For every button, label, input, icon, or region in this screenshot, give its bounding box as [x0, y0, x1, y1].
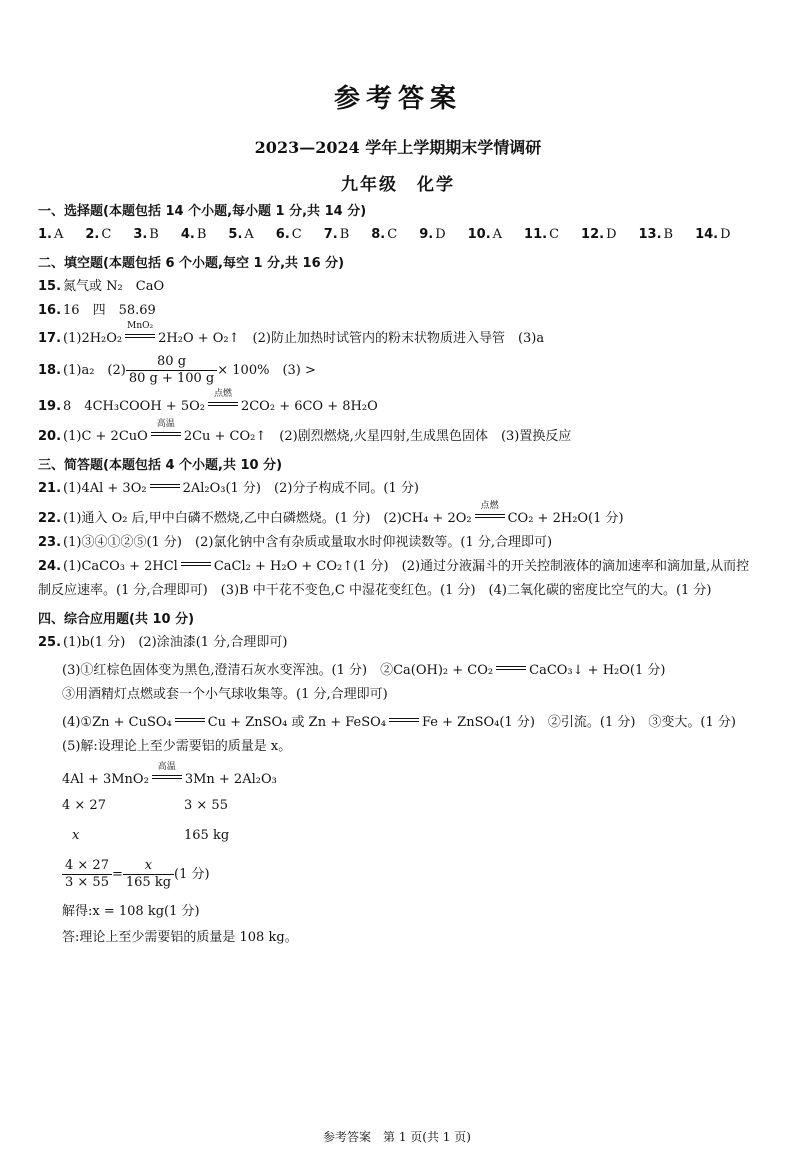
- choice-answer: 11. C: [524, 227, 560, 242]
- reaction-equals-sign: [389, 718, 419, 726]
- question-25-line-5: (5)解:设理论上至少需要铝的质量是 x。: [62, 739, 292, 754]
- choice-answer: 14. D: [695, 227, 731, 242]
- reaction-equals-sign: 高温: [151, 432, 181, 440]
- choice-answer: 12. D: [581, 227, 617, 242]
- question-25-line-4: (4)①Zn + CuSO₄ Cu + ZnSO₄ 或 Zn + FeSO₄ Fe + ZnSO₄(1 分) ②引流。(1 分) ③变大。(1 分): [62, 715, 736, 730]
- section-heading-fill: 二、填空题(本题包括 6 个小题,每空 1 分,共 16 分): [38, 256, 345, 271]
- reaction-equals-sign: [175, 718, 205, 726]
- reaction-equals-sign: 高温: [152, 775, 182, 783]
- page-subtitle: 2023—2024 学年上学期期末学情调研: [254, 138, 542, 157]
- fraction: $\frac{4 \times 27}{3 \times 55}$: [62, 858, 112, 891]
- question-23: 23. (1)③④①②⑤(1 分) (2)氯化钠中含有杂质或量取水时仰视读数等。(1 分,合理即可): [38, 535, 553, 550]
- question-22: 22. (1)通入 O₂ 后,甲中白磷不燃烧,乙中白磷燃烧。(1 分) (2)CH₄ + 2O₂ 点燃 CO₂ + 2H₂O(1 分): [38, 501, 624, 526]
- calc-ratio-row: 4 × 27 3 × 55: [62, 798, 228, 813]
- fraction: $\frac{80 g}{80 g + 100 g}$: [126, 354, 217, 387]
- calc-answer: 答:理论上至少需要铝的质量是 108 kg。: [62, 930, 298, 945]
- calc-mass-row: x 165 kg: [72, 828, 230, 843]
- page-footer: 参考答案 第 1 页(共 1 页): [323, 1130, 471, 1144]
- reaction-equals-sign: 点燃: [475, 514, 505, 522]
- reaction-equals-sign: [181, 562, 211, 570]
- choice-answer: 4. B: [180, 227, 207, 242]
- choice-answer: 2. C: [85, 227, 112, 242]
- calculation-block: [38, 762, 758, 951]
- reaction-equals-sign: 点燃: [208, 402, 238, 410]
- choice-answer: 3. B: [133, 227, 159, 242]
- question-15: 15. 氮气或 N₂ CaO: [38, 279, 165, 294]
- question-20: 20. (1)C + 2CuO 高温 2Cu + CO₂↑ (2)剧烈燃烧,火星四射,生成黑色固体 (3)置换反应: [38, 419, 572, 444]
- choice-answer: 9. D: [419, 227, 446, 242]
- choice-answers: [38, 223, 758, 247]
- question-25-line-3: ③用酒精灯点燃或套一个小气球收集等。(1 分,合理即可): [62, 687, 388, 702]
- choice-answer: 10. A: [467, 227, 503, 242]
- question-17: 17. (1)2H₂O₂ MnO₂ 2H₂O + O₂↑ (2)防止加热时试管内的粉末状物质进入导管 (3)a: [38, 321, 545, 346]
- question-18: 18. (1)a₂ (2) $\frac{80 g}{80 g + 100 g}$ × 100% (3) >: [38, 354, 316, 386]
- section-heading-choice: 一、选择题(本题包括 14 个小题,每小题 1 分,共 14 分): [38, 204, 367, 219]
- fraction: $\frac{x}{165 kg}$: [123, 858, 174, 891]
- question-16: 16. 16 四 58.69: [38, 303, 156, 318]
- question-24: 24. (1)CaCO₃ + 2HCl CaCl₂ + H₂O + CO₂↑(1 分) (2)通过分液漏斗的开关控制液体的滴加速率和滴加量,从而控制反应速率。(1 分,合理即可) (3)B 中干花不变色,C 中湿花变红色。(1 分) (4)二氧化碳的密度比空气的大。(1 分): [38, 559, 750, 598]
- choice-answer: 13. B: [638, 227, 674, 242]
- calc-proportion: $\frac{4 \times 27}{3 \times 55}$ = $\frac{x}{165 kg}$ (1 分): [62, 855, 758, 895]
- reaction-equals-sign: [496, 666, 526, 674]
- grade-subject: 九年级 化学: [341, 175, 455, 195]
- section-heading-short: 三、简答题(本题包括 4 个小题,共 10 分): [38, 458, 283, 473]
- question-25-line-1: 25. (1)b(1 分) (2)涂油漆(1 分,合理即可): [38, 635, 288, 650]
- question-25-line-2: (3)①红棕色固体变为黑色,澄清石灰水变浑浊。(1 分) ②Ca(OH)₂ + CO₂ CaCO₃↓ + H₂O(1 分): [62, 663, 666, 678]
- choice-answer: 5. A: [228, 227, 254, 242]
- calc-solution: 解得:x = 108 kg(1 分): [62, 904, 200, 919]
- choice-answer: 8. C: [371, 227, 398, 242]
- choice-answer: 1. A: [38, 227, 64, 242]
- choice-answer: 7. B: [323, 227, 350, 242]
- page-title: 参考答案: [333, 84, 462, 114]
- question-19: 19. 8 4CH₃COOH + 5O₂ 点燃 2CO₂ + 6CO + 8H₂O: [38, 389, 378, 414]
- reaction-equals-sign: [150, 484, 180, 492]
- section-heading-comprehensive: 四、综合应用题(共 10 分): [38, 612, 195, 627]
- question-21: 21. (1)4Al + 3O₂ 2Al₂O₃(1 分) (2)分子构成不同。(1 分): [38, 481, 419, 496]
- calc-equation: 4Al + 3MnO₂ 高温 3Mn + 2Al₂O₃: [62, 762, 277, 787]
- answer-sheet: [38, 78, 758, 951]
- choice-answer: 6. C: [275, 227, 302, 242]
- reaction-equals-sign: MnO₂: [125, 334, 155, 342]
